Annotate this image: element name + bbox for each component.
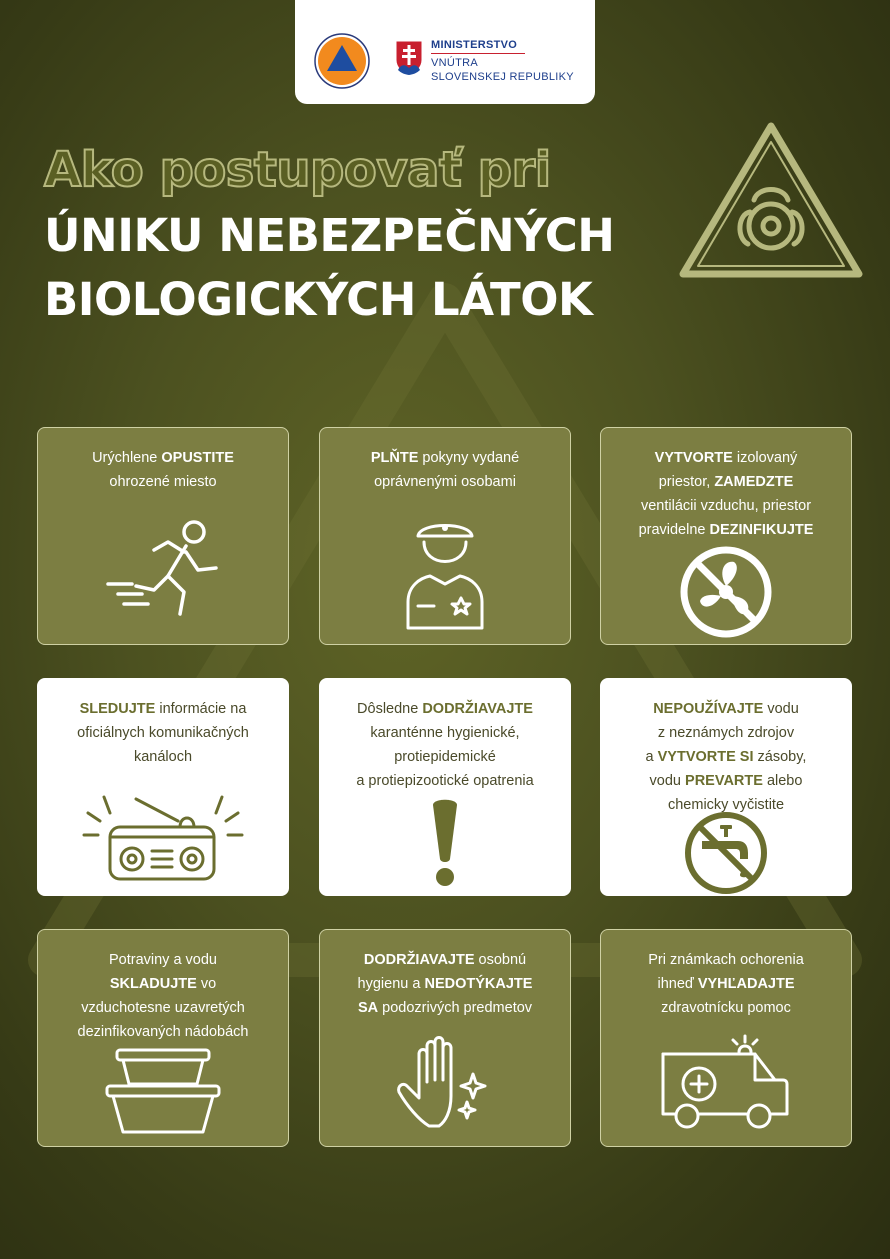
card-emphasis: SKLADUJTE — [109, 976, 197, 992]
title-line-2: ÚNIKU NEBEZPEČNÝCH — [44, 209, 615, 262]
card-run: Pri známkach ochorenia — [648, 952, 804, 968]
card-run: vodu — [763, 701, 799, 717]
ministry-line-2: VNÚTRA — [431, 57, 479, 69]
biohazard-warning-icon — [676, 118, 866, 283]
card-text — [48, 446, 278, 494]
card-emphasis: OPUSTITE — [161, 450, 234, 466]
card-run: osobnú — [474, 952, 527, 968]
card-run: ventilácii vzduchu, priestor — [640, 498, 812, 514]
civil-protection-logo-icon — [313, 32, 371, 90]
card-run: izolovaný — [732, 450, 798, 466]
card-run: protiepidemické — [394, 749, 496, 765]
card-emphasis: NEPOUŽÍVAJTE — [653, 701, 764, 717]
title-line-3: BIOLOGICKÝCH LÁTOK — [44, 273, 593, 326]
card-run: a — [645, 749, 658, 765]
card-water-safety — [600, 678, 852, 896]
radio-icon — [78, 791, 248, 887]
card-run: dezinfikovaných nádobách — [77, 1024, 249, 1040]
title-line-1: Ako postupovať pri — [44, 142, 551, 198]
no-tap-water-icon — [684, 811, 768, 895]
card-text — [611, 948, 841, 1020]
card-emphasis: DODRŽIAVAJTE — [422, 701, 533, 717]
card-run: vzduchotesne uzavretých — [81, 1000, 245, 1016]
card-run: Urýchlene — [92, 450, 162, 466]
card-observe-measures — [319, 678, 571, 896]
card-emphasis: NEDOTÝKAJTE — [424, 976, 533, 992]
logo-header — [295, 0, 595, 104]
card-run: oprávnenými osobami — [374, 474, 516, 490]
card-emphasis: VYHĽADAJTE — [697, 976, 795, 992]
card-run: priestor, — [658, 474, 715, 490]
card-run: pravidelne — [638, 522, 710, 538]
card-emphasis: ZAMEDZTE — [714, 474, 794, 490]
card-emphasis: VYTVORTE — [654, 450, 733, 466]
card-run: hygienu a — [357, 976, 425, 992]
card-text — [48, 697, 278, 769]
card-run: podozrivých predmetov — [378, 1000, 533, 1016]
slovak-coat-of-arms-icon — [395, 40, 423, 76]
card-run: alebo — [762, 773, 803, 789]
card-text — [330, 446, 560, 494]
ministry-logo-text — [431, 38, 574, 84]
card-run: vodu — [649, 773, 686, 789]
card-run: zásoby, — [753, 749, 807, 765]
card-personal-hygiene — [319, 929, 571, 1147]
card-store-food — [37, 929, 289, 1147]
card-follow-information — [37, 678, 289, 896]
card-run: z neznámych zdrojov — [657, 725, 795, 741]
card-isolate-space — [600, 427, 852, 645]
no-ventilation-icon — [680, 546, 772, 638]
card-emphasis: PLŇTE — [370, 450, 419, 466]
ministry-line-3: SLOVENSKEJ REPUBLIKY — [431, 71, 574, 83]
card-run: ihneď — [657, 976, 698, 992]
ministry-line-1: MINISTERSTVO — [431, 38, 525, 54]
card-emphasis: DEZINFIKUJTE — [709, 522, 814, 538]
food-containers-icon — [103, 1046, 223, 1136]
card-run: a protiepizootické opatrenia — [356, 773, 534, 789]
card-leave-area — [37, 427, 289, 645]
card-emphasis: SA — [357, 1000, 379, 1016]
card-text — [611, 697, 841, 817]
police-officer-icon — [400, 514, 490, 634]
card-run: karanténne hygienické, — [370, 725, 520, 741]
card-seek-medical-help — [600, 929, 852, 1147]
card-run: ohrozené miesto — [109, 474, 217, 490]
card-text — [330, 697, 560, 793]
card-emphasis: PREVARTE — [685, 773, 763, 789]
card-run: vo — [196, 976, 217, 992]
card-emphasis: DODRŽIAVAJTE — [363, 952, 475, 968]
card-text — [48, 948, 278, 1044]
card-emphasis: SLEDUJTE — [79, 701, 156, 717]
card-run: Dôsledne — [357, 701, 423, 717]
card-run: informácie na — [155, 701, 247, 717]
card-text — [611, 446, 841, 542]
card-run: pokyny vydané — [418, 450, 520, 466]
card-text — [330, 948, 560, 1020]
exclamation-icon — [425, 799, 465, 889]
running-person-icon — [98, 518, 228, 618]
card-emphasis: VYTVORTE SI — [657, 749, 754, 765]
card-run: oficiálnych komunikačných — [77, 725, 249, 741]
ambulance-icon — [659, 1034, 793, 1130]
clean-hand-icon — [395, 1034, 495, 1134]
card-follow-instructions — [319, 427, 571, 645]
card-run: chemicky vyčistite — [667, 797, 785, 813]
card-run: kanáloch — [133, 749, 193, 765]
card-run: zdravotnícku pomoc — [661, 1000, 791, 1016]
card-run: Potraviny a vodu — [108, 952, 217, 968]
